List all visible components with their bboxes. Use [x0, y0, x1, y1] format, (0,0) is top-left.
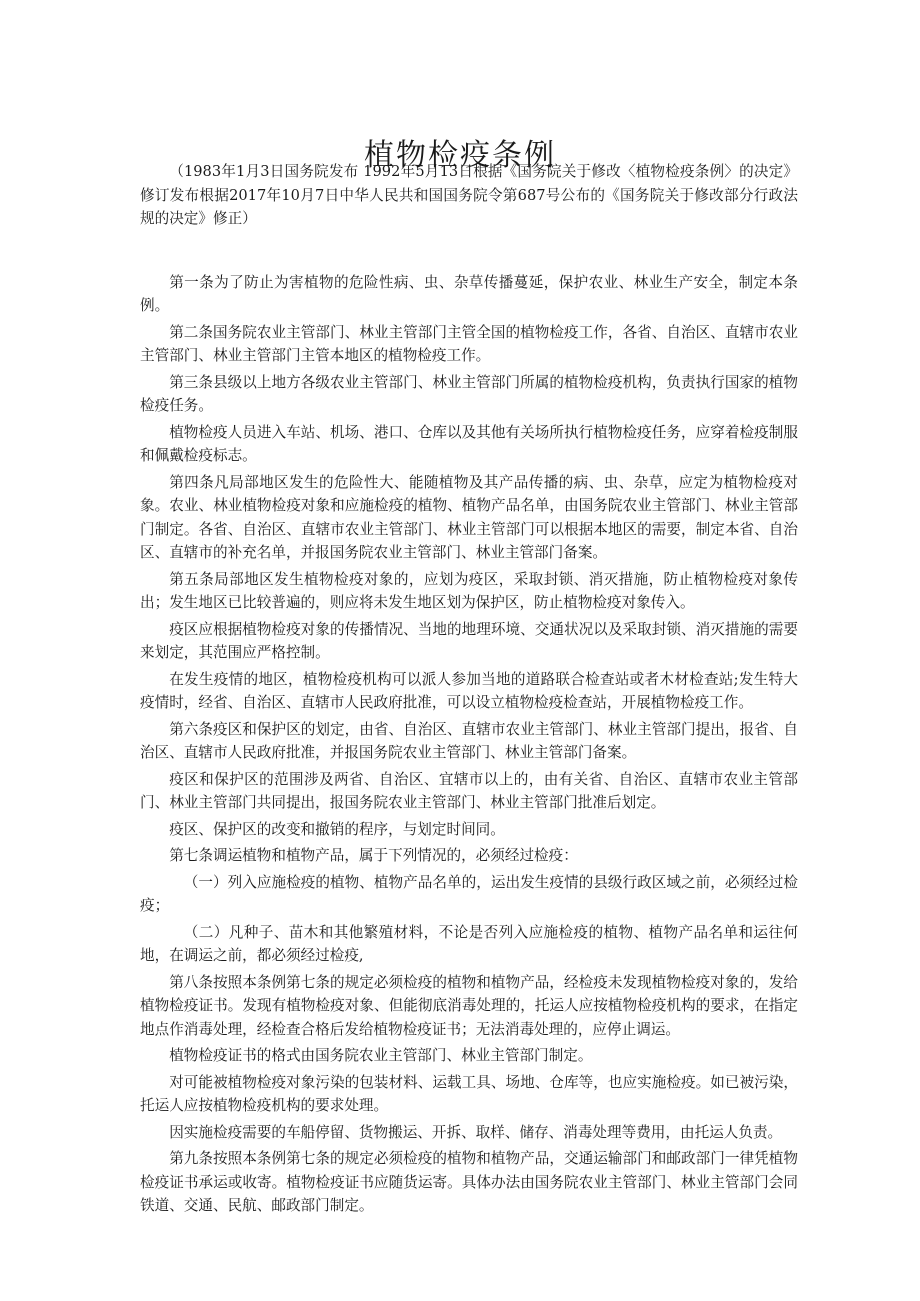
article-9: 第九条按照本条例第七条的规定必须检疫的植物和植物产品，交通运输部门和邮政部门一律凭植物检疫证书承运或收寄。植物检疫证书应随货运寄。具体办法由国务院农业主管部门、林业主管部门会同铁道、交通、民航、邮政部门制定。 — [140, 1150, 798, 1214]
article-5: 第五条局部地区发生植物检疫对象的，应划为疫区，采取封锁、消灭措施，防止植物检疫对象传出；发生地区已比较普遍的，则应将未发生地区划为保护区，防止植物检疫对象传入。 — [140, 570, 798, 611]
article-2: 第二条国务院农业主管部门、林业主管部门主管全国的植物检疫工作，各省、自治区、直辖市农业主管部门、林业主管部门主管本地区的植物检疫工作。 — [140, 323, 798, 364]
article-7: 第七条调运植物和植物产品，属于下列情况的，必须经过检疫： — [169, 847, 578, 864]
article-7-item-1: （一）列入应施检疫的植物、植物产品名单的，运出发生疫情的县级行政区域之前，必须经过检疫； — [140, 873, 798, 914]
promulgation-note: （1983年1月3日国务院发布 1992年5月13日根据《国务院关于修改〈植物检疫条例〉的决定》修订发布根据2017年10月7日中华人民共和国国务院令第687号公布的《国务院关于修改部分行政法规的决定》修正） — [140, 163, 798, 227]
article-6: 第六条疫区和保护区的划定，由省、自治区、直辖市农业主管部门、林业主管部门提出，报省、自治区、直辖市人民政府批准，并报国务院农业主管部门、林业主管部门备案。 — [140, 720, 798, 761]
article-8-paragraph-3: 对可能被植物检疫对象污染的包装材料、运载工具、场地、仓库等，也应实施检疫。如已被污染，托运人应按植物检疫机构的要求处理。 — [140, 1073, 798, 1114]
article-6-paragraph-3: 疫区、保护区的改变和撤销的程序，与划定时间同。 — [169, 820, 505, 838]
article-3: 第三条县级以上地方各级农业主管部门、林业主管部门所属的植物检疫机构，负责执行国家的植物检疫任务。 — [140, 373, 798, 414]
article-6-paragraph-2: 疫区和保护区的范围涉及两省、自治区、宜辖市以上的，由有关省、自治区、直辖市农业主管部门、林业主管部门共同提出，报国务院农业主管部门、林业主管部门批准后划定。 — [140, 770, 798, 811]
article-8-paragraph-2: 植物检疫证书的格式由国务院农业主管部门、林业主管部门制定。 — [169, 1047, 593, 1064]
article-1: 第一条为了防止为害植物的危险性病、虫、杂草传播蔓延，保护农业、林业生产安全，制定本条例。 — [140, 273, 798, 314]
document-title: 植物检疫条例 — [364, 138, 556, 174]
article-5-paragraph-2: 疫区应根据植物检疫对象的传播情况、当地的地理环境、交通状况以及采取封锁、消灭措施的需要来划定，其范围应严格控制。 — [140, 620, 798, 661]
article-7-item-2: （二）凡种子、苗木和其他繁殖材料，不论是否列入应施检疫的植物、植物产品名单和运往何地，在调运之前，都必须经过检疫, — [140, 923, 798, 964]
article-8-paragraph-4: 因实施检疫需要的车船停留、货物搬运、开拆、取样、储存、消毒处理等费用，由托运人负责。 — [169, 1123, 783, 1141]
article-8: 第八条按照本条例第七条的规定必须检疫的植物和植物产品，经检疫未发现植物检疫对象的，发给植物检疫证书。发现有植物检疫对象、但能彻底消毒处理的，托运人应按植物检疫机构的要求，在指定地点作消毒处理，经检查合格后发给植物检疫证书；无法消毒处理的，应停止调运。 — [140, 973, 798, 1038]
article-4: 第四条凡局部地区发生的危险性大、能随植物及其产品传播的病、虫、杂草，应定为植物检疫对象。农业、林业植物检疫对象和应施检疫的植物、植物产品名单，由国务院农业主管部门、林业主管部门制定。各省、自治区、直辖市农业主管部门、林业主管部门可以根据本地区的需要，制定本省、自治区、直辖市的补充名单，并报国务院农业主管部门、林业主管部门备案。 — [140, 473, 798, 561]
article-3-paragraph-2: 植物检疫人员进入车站、机场、港口、仓库以及其他有关场所执行植物检疫任务，应穿着检疫制服和佩戴检疫标志。 — [140, 423, 798, 464]
document-body — [140, 160, 798, 1221]
article-5-paragraph-3: 在发生疫情的地区，植物检疫机构可以派人参加当地的道路联合检查站或者木材检查站;发生特大疫情时，经省、自治区、直辖市人民政府批准，可以设立植物检疫检查站，开展植物检疫工作。 — [140, 670, 798, 711]
